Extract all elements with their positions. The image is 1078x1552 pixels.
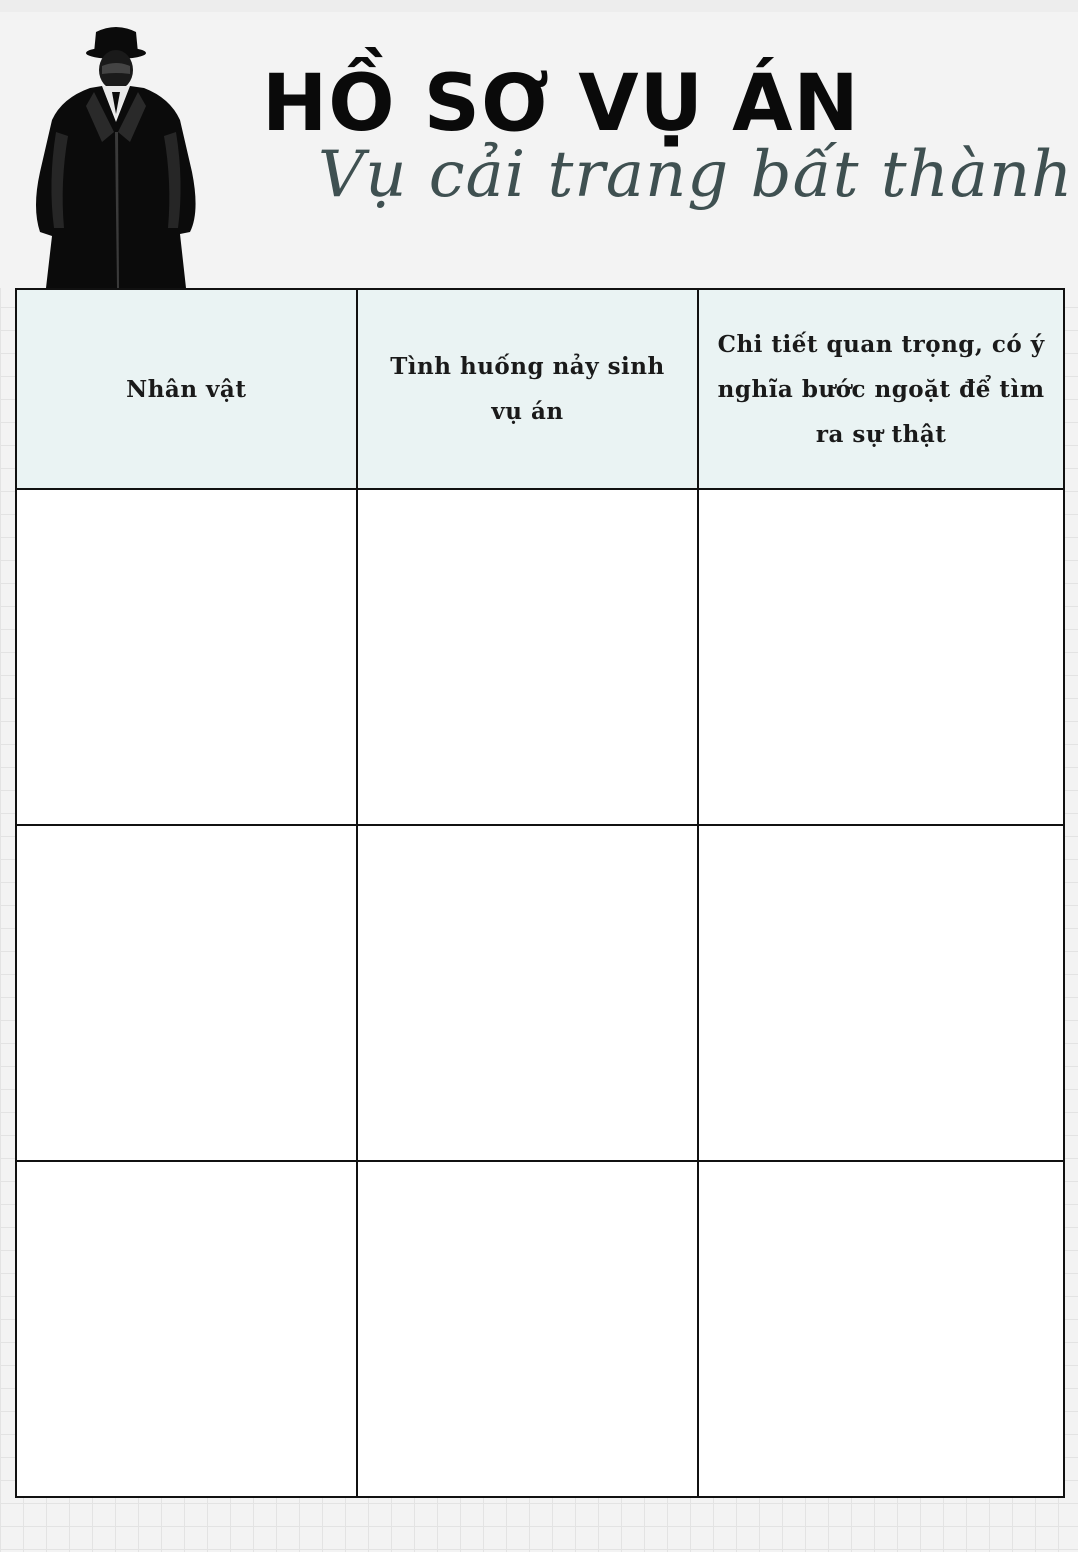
answer-cell-key-details[interactable] xyxy=(698,489,1064,825)
answer-cell-key-details[interactable] xyxy=(698,825,1064,1161)
table-row xyxy=(16,1161,1064,1497)
answer-cell-key-details[interactable] xyxy=(698,1161,1064,1497)
table-header-row xyxy=(16,289,1064,489)
header-key-details: Chi tiết quan trọng, có ý nghĩa bước ngoặt để tìm ra sự thật xyxy=(698,289,1064,489)
table-row xyxy=(16,489,1064,825)
header-characters: Nhân vật xyxy=(16,289,357,489)
answer-cell-characters[interactable] xyxy=(16,825,357,1161)
answer-cell-situation[interactable] xyxy=(357,825,699,1161)
answer-cell-situation[interactable] xyxy=(357,489,699,825)
table-row xyxy=(16,825,1064,1161)
case-file-table xyxy=(15,288,1065,1498)
page-title: HỒ SƠ VỤ ÁN xyxy=(262,59,860,149)
answer-cell-characters[interactable] xyxy=(16,489,357,825)
header-situation: Tình huống nảy sinh vụ án xyxy=(357,289,699,489)
answer-cell-characters[interactable] xyxy=(16,1161,357,1497)
answer-cell-situation[interactable] xyxy=(357,1161,699,1497)
page-subtitle: Vụ cải trang bất thành xyxy=(318,138,1074,212)
detective-silhouette-icon xyxy=(30,22,205,290)
